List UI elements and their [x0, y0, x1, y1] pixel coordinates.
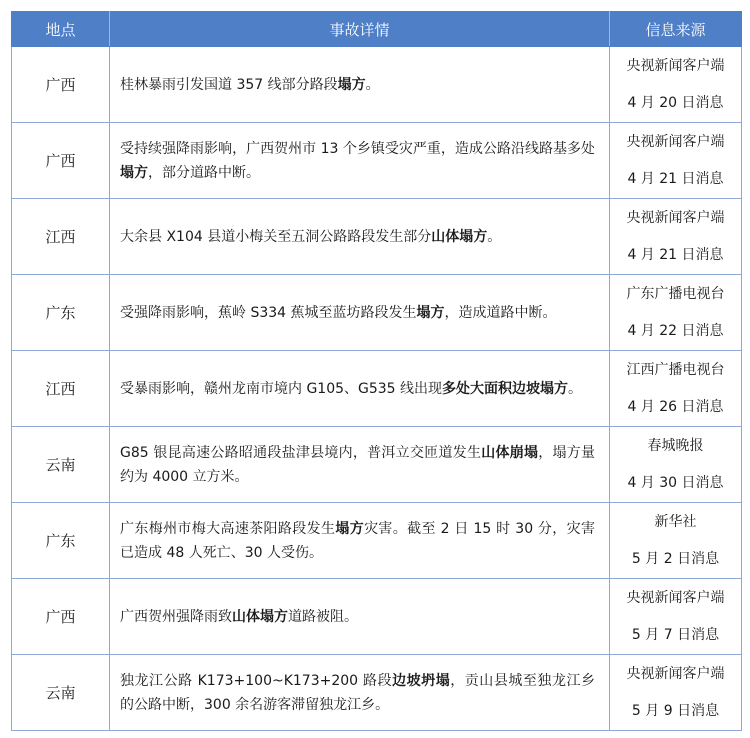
detail-text: G85 银昆高速公路昭通段盐津县境内，普洱立交匝道发生 [120, 444, 482, 461]
table-row [12, 579, 742, 655]
detail-text: 桂林暴雨引发国道 357 线部分路段 [120, 76, 338, 93]
location-cell: 广东 [12, 503, 110, 579]
source-date: 4 月 21 日消息 [627, 170, 724, 187]
source-cell [610, 579, 742, 655]
detail-highlight: 塌方 [416, 304, 445, 321]
source-date: 5 月 7 日消息 [631, 626, 720, 643]
detail-highlight: 山体塌方 [431, 228, 488, 245]
detail-highlight: 多处大面积边坡塌方 [442, 380, 569, 397]
location-cell: 江西 [12, 199, 110, 275]
source-cell [610, 123, 742, 199]
table-header-row [12, 12, 742, 47]
source-name: 央视新闻客户端 [626, 57, 725, 74]
detail-text: 大余县 X104 县道小梅关至五洞公路路段发生部分 [120, 228, 432, 245]
source-name: 央视新闻客户端 [626, 209, 725, 226]
header-source: 信息来源 [610, 12, 742, 47]
detail-highlight: 塌方 [335, 520, 365, 537]
detail-cell [110, 655, 610, 731]
detail-text-end: ，塌方量约为 4000 立方米。 [120, 444, 596, 485]
detail-text-end: 。 [487, 228, 502, 245]
source-date: 5 月 9 日消息 [631, 702, 720, 719]
source-date: 4 月 30 日消息 [627, 474, 724, 491]
source-date: 4 月 26 日消息 [627, 398, 724, 415]
location-cell: 广西 [12, 123, 110, 199]
detail-cell [110, 275, 610, 351]
source-cell [610, 503, 742, 579]
source-name: 春城晚报 [647, 437, 704, 454]
detail-highlight: 山体塌方 [232, 608, 288, 625]
detail-highlight: 边坡坍塌 [392, 672, 451, 689]
detail-text-end: ，造成道路中断。 [444, 304, 557, 321]
source-cell [610, 47, 742, 123]
source-name: 广东广播电视台 [626, 285, 725, 302]
detail-text-end: ，部分道路中断。 [148, 164, 260, 181]
detail-text-end: ，贡山县城至独龙江乡的公路中断，300 余名游客滞留独龙江乡。 [120, 672, 596, 713]
detail-cell [110, 579, 610, 655]
source-cell [610, 275, 742, 351]
incident-table [11, 11, 742, 731]
detail-text: 受强降雨影响，蕉岭 S334 蕉城至蓝坊路段发生 [120, 304, 417, 321]
source-cell [610, 655, 742, 731]
source-date: 4 月 21 日消息 [627, 246, 724, 263]
detail-text: 独龙江公路 K173+100~K173+200 路段 [120, 672, 393, 689]
source-name: 新华社 [654, 513, 697, 530]
detail-text-end: 道路被阻。 [288, 608, 358, 625]
detail-cell [110, 503, 610, 579]
detail-highlight: 山体崩塌 [481, 444, 539, 461]
source-date: 4 月 20 日消息 [627, 94, 724, 111]
detail-cell [110, 351, 610, 427]
table-row [12, 503, 742, 579]
detail-highlight: 塌方 [337, 76, 366, 93]
detail-text-end: 。 [365, 76, 380, 93]
source-name: 央视新闻客户端 [626, 665, 725, 682]
header-details: 事故详情 [110, 12, 610, 47]
detail-text: 广东梅州市梅大高速茶阳路段发生 [120, 520, 336, 537]
source-cell [610, 199, 742, 275]
table-row [12, 427, 742, 503]
location-cell: 云南 [12, 427, 110, 503]
detail-cell [110, 199, 610, 275]
location-cell: 江西 [12, 351, 110, 427]
header-location: 地点 [12, 12, 110, 47]
table-row [12, 47, 742, 123]
table-row [12, 351, 742, 427]
detail-cell [110, 123, 610, 199]
table-row [12, 275, 742, 351]
detail-cell [110, 427, 610, 503]
location-cell: 广东 [12, 275, 110, 351]
source-date: 5 月 2 日消息 [631, 550, 720, 567]
table-row [12, 123, 742, 199]
source-name: 央视新闻客户端 [626, 589, 725, 606]
source-cell [610, 351, 742, 427]
location-cell: 广西 [12, 47, 110, 123]
detail-text-end: 灾害。截至 2 日 15 时 30 分，灾害已造成 48 人死亡、30 人受伤。 [120, 520, 595, 561]
table-body [12, 47, 742, 731]
table-row [12, 655, 742, 731]
source-cell [610, 427, 742, 503]
table-row [12, 199, 742, 275]
location-cell: 云南 [12, 655, 110, 731]
source-name: 央视新闻客户端 [626, 133, 725, 150]
source-name: 江西广播电视台 [626, 361, 725, 378]
detail-highlight: 塌方 [120, 164, 148, 181]
detail-cell [110, 47, 610, 123]
detail-text: 广西贺州强降雨致 [120, 608, 232, 625]
location-cell: 广西 [12, 579, 110, 655]
detail-text: 受暴雨影响，赣州龙南市境内 G105、G535 线出现 [120, 380, 443, 397]
detail-text-end: 。 [568, 380, 583, 397]
detail-text: 受持续强降雨影响，广西贺州市 13 个乡镇受灾严重，造成公路沿线路基多处 [120, 140, 595, 157]
source-date: 4 月 22 日消息 [627, 322, 724, 339]
